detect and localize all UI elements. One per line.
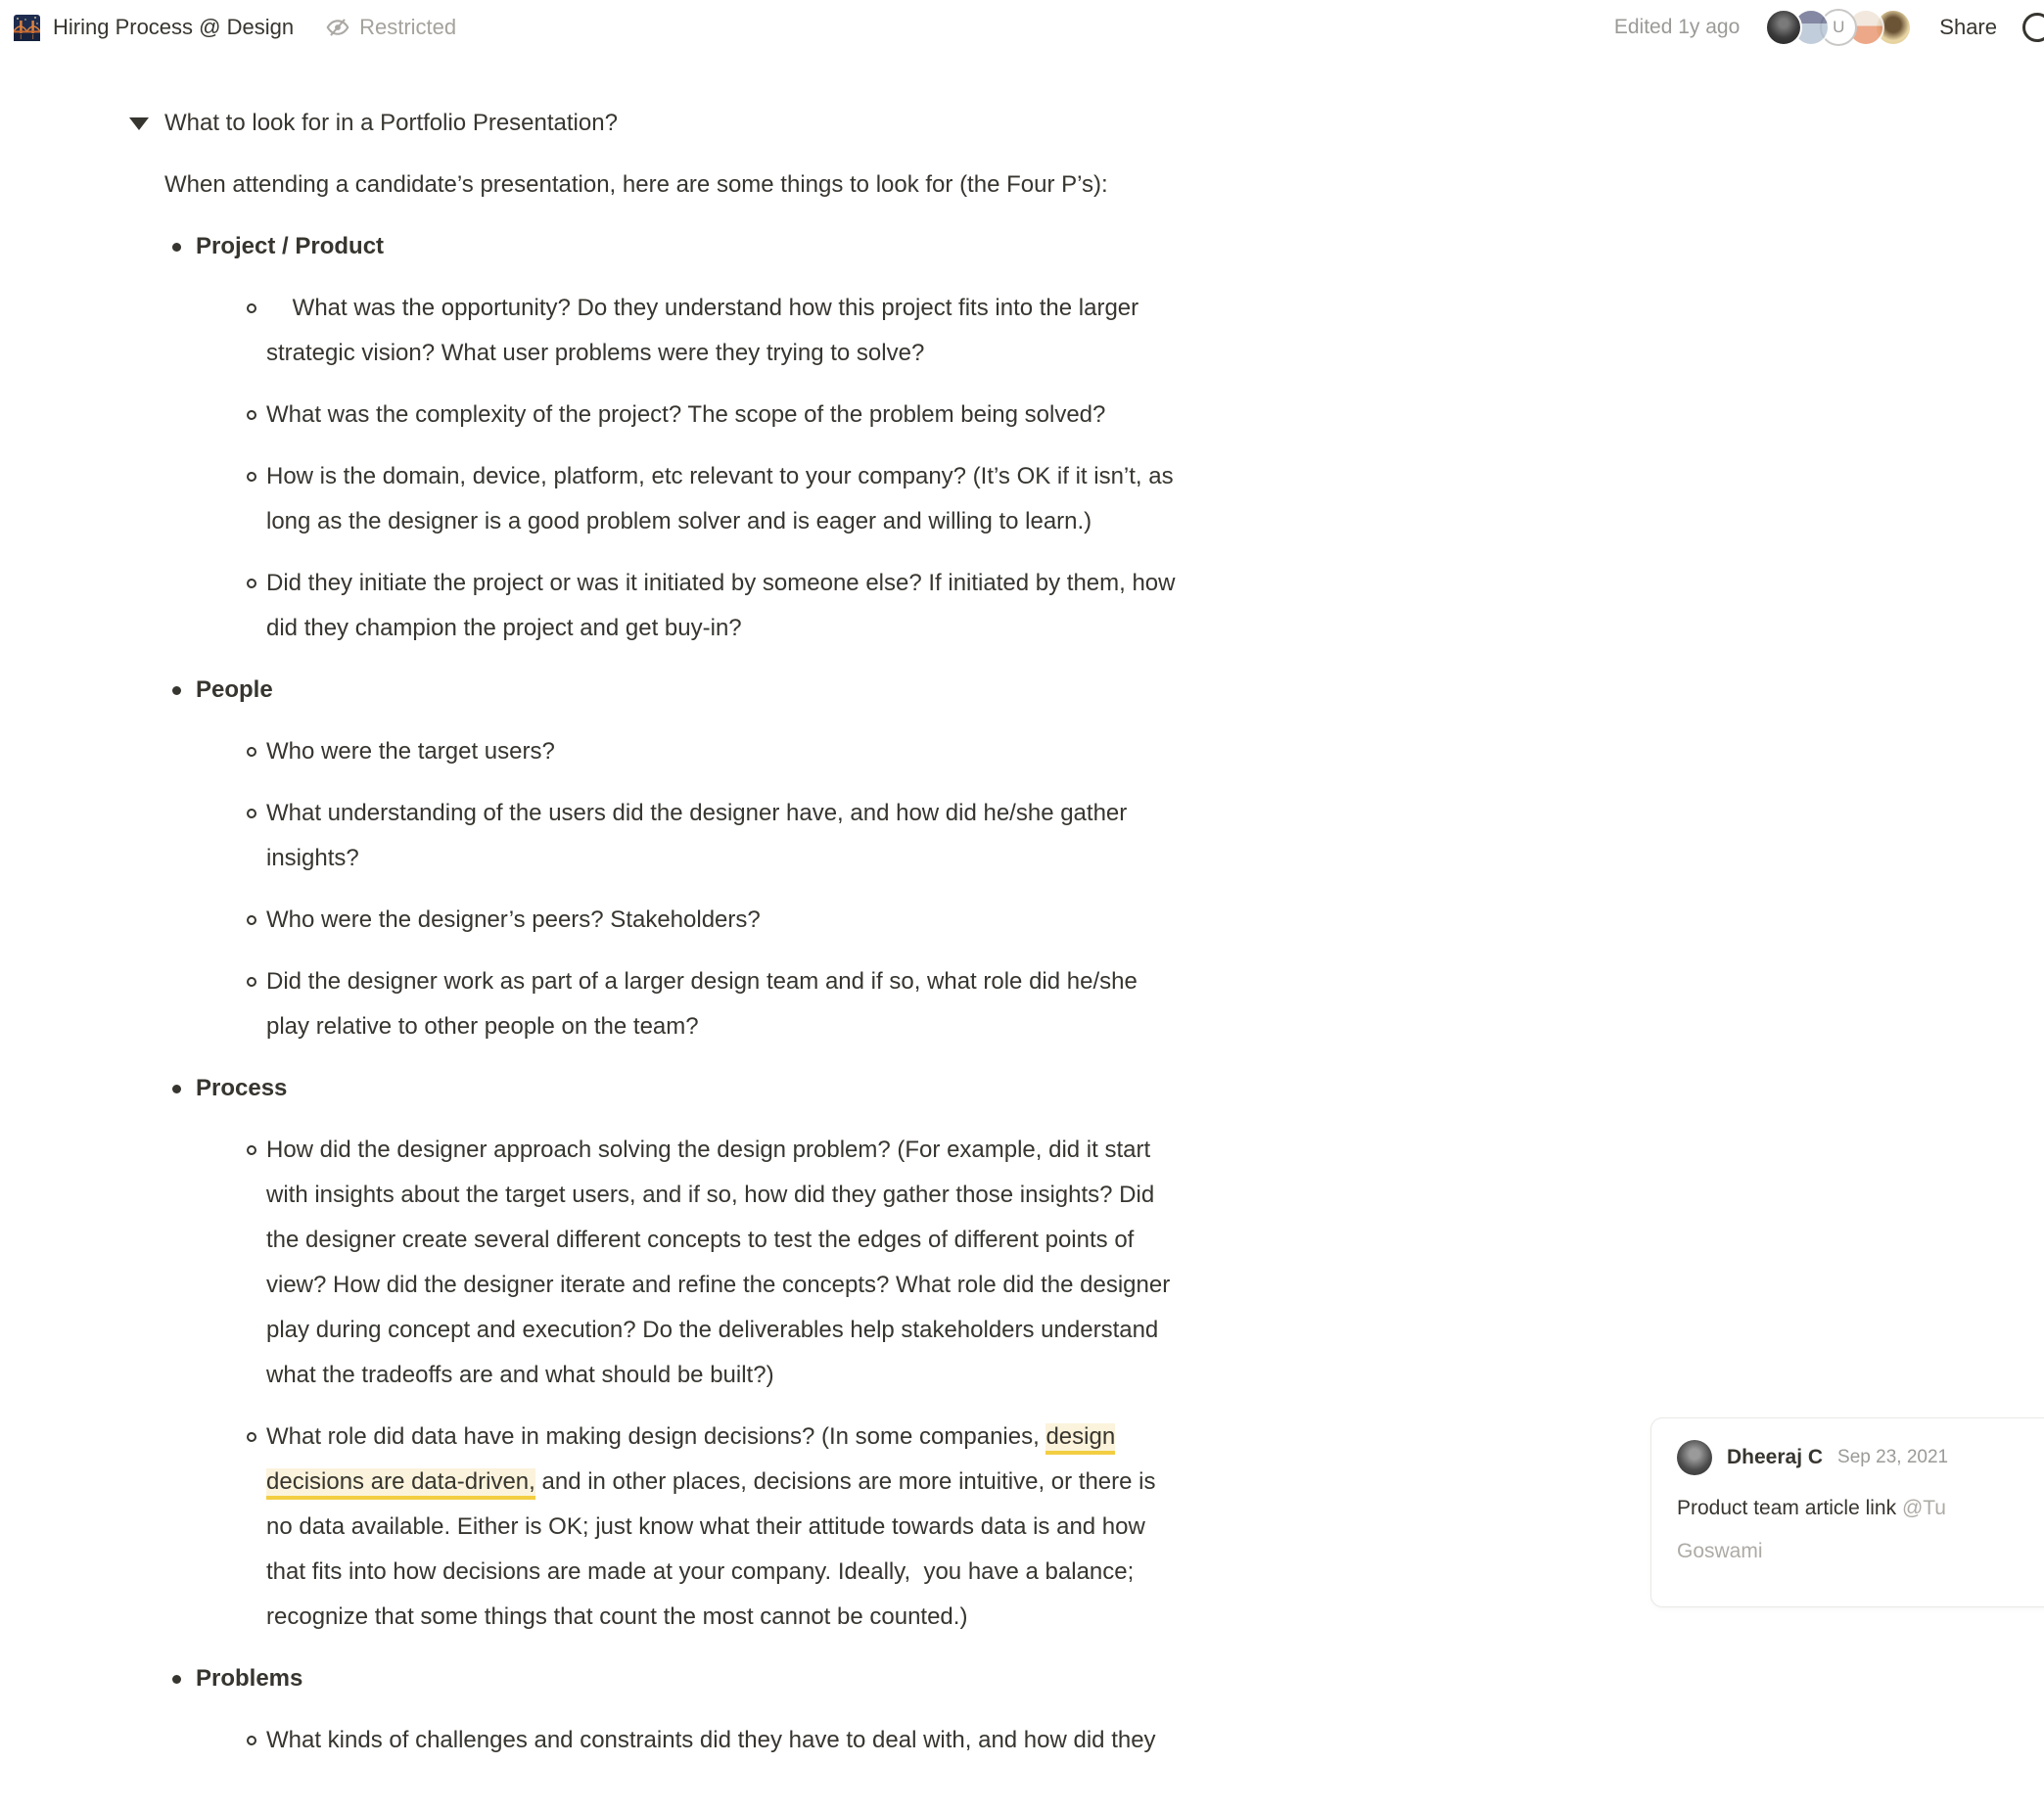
circle-bullet-icon: [247, 472, 256, 482]
sub-bullet-text: [266, 1718, 1177, 1763]
text-segment: What was the complexity of the project? The scope of the problem being solved?: [266, 401, 1106, 428]
text-segment: Did the designer work as part of a larger design team and if so, what role did he/she play relative to other people on the team?: [266, 968, 1138, 1040]
comment-highlight-text[interactable]: design decisions are data-driven,: [266, 1423, 1115, 1500]
sub-bullet-item: [0, 729, 2044, 774]
text-segment: Who were the target users?: [266, 738, 555, 765]
text-segment: How is the domain, device, platform, etc relevant to your company? (It’s OK if it isn’t, as long as the designer is a good problem solver and is eager and willing to learn.): [266, 463, 1174, 534]
avatar-initial: U: [1833, 18, 1845, 36]
sub-bullet-text: [266, 454, 1177, 544]
sub-bullet-text: [266, 286, 1177, 376]
disc-bullet-icon: [172, 1085, 181, 1093]
sub-bullet-text: [266, 561, 1177, 651]
comment-text-line: [1677, 1487, 2044, 1530]
bullet-item: [0, 1066, 2044, 1111]
disc-bullet-icon: [172, 243, 181, 252]
circle-bullet-icon: [247, 1432, 256, 1442]
text-segment: How did the designer approach solving the design problem? (For example, did it start with insights about the target users, and if so, how did they gather those insights? Did the designer create several different concepts to test the edges of different points of view? How did the designer iterate and refine the concepts? What role did the designer play during concept and execution? Do the deliverables help stakeholders understand what the tradeoffs are and what should be built?): [266, 1137, 1171, 1388]
intro-paragraph: When attending a candidate’s presentation, here are some things to look for (the Four P’s):: [164, 171, 1108, 198]
text-segment: and in other places, decisions are more intuitive, or there is no data available. Either is OK; just know what their attitude towards data is and how that fits into how decisions are made at your company. Ideally, you have a balance; recognize that some things that count the most cannot be counted.): [266, 1468, 1156, 1630]
sub-bullet-text: [266, 729, 1177, 774]
circle-bullet-icon: [247, 809, 256, 818]
circle-bullet-icon: [247, 410, 256, 420]
comment-author-name: Dheeraj C: [1727, 1446, 1824, 1468]
text-segment: What understanding of the users did the designer have, and how did he/she gather insights?: [266, 800, 1128, 871]
breadcrumb[interactable]: [14, 15, 294, 41]
comment-text: [1677, 1487, 2044, 1573]
edited-timestamp: Edited 1y ago: [1613, 16, 1741, 38]
circle-bullet-icon: [247, 1145, 256, 1155]
comment-card[interactable]: [1650, 1417, 2044, 1607]
sub-bullet-item: [0, 1718, 2044, 1763]
comment-author-avatar: [1677, 1440, 1712, 1475]
sub-bullet-item: [0, 286, 2044, 376]
bullet-item: [0, 1656, 2044, 1701]
bullet-item: [0, 224, 2044, 269]
sub-bullet-text: [266, 1415, 1177, 1640]
comment-text-line: [1677, 1530, 2044, 1573]
comment-date: Sep 23, 2021: [1837, 1447, 1949, 1467]
topbar-actions: [1614, 9, 2028, 46]
circle-bullet-icon: [247, 303, 256, 313]
sub-bullet-text: [266, 959, 1177, 1049]
sub-bullet-item: [0, 959, 2044, 1049]
sub-bullet-item: [0, 393, 2044, 438]
avatar-stack[interactable]: [1765, 9, 1912, 46]
sub-bullet-item: [0, 1128, 2044, 1398]
sub-bullet-item: [0, 561, 2044, 651]
disc-bullet-icon: [172, 1675, 181, 1684]
toggle-heading: What to look for in a Portfolio Presentation?: [164, 110, 618, 136]
text-segment: What role did data have in making design decisions? (In some companies,: [266, 1423, 1046, 1450]
toggle-block: [0, 101, 2044, 146]
bullet-title: People: [196, 676, 273, 703]
sub-bullet-text: [266, 393, 1177, 438]
topbar: [0, 0, 2044, 55]
circle-bullet-icon: [247, 977, 256, 987]
sub-bullet-text: [266, 791, 1177, 881]
disc-bullet-icon: [172, 686, 181, 695]
circle-bullet-icon: [247, 915, 256, 925]
sub-bullet-text: [266, 898, 1177, 943]
bullet-item: [0, 668, 2044, 713]
sub-bullet-item: [0, 454, 2044, 544]
comments-icon[interactable]: [2022, 13, 2044, 42]
comment-header: [1677, 1440, 2044, 1475]
bullet-title: Project / Product: [196, 233, 385, 259]
text-segment: Product team article link: [1677, 1497, 1902, 1519]
bullet-title: Problems: [196, 1665, 303, 1692]
text-segment: What kinds of challenges and constraints did they have to deal with, and how did they: [266, 1727, 1156, 1753]
page-title[interactable]: Hiring Process @ Design: [53, 15, 295, 39]
sub-bullet-text: [266, 1128, 1177, 1398]
circle-bullet-icon: [247, 1736, 256, 1745]
restricted-label: Restricted: [359, 15, 457, 39]
sub-bullet-item: [0, 791, 2044, 881]
bullet-title: Process: [196, 1075, 288, 1101]
eye-off-icon: [325, 15, 350, 40]
text-segment: What was the opportunity? Do they understand how this project fits into the larger strategic vision? What user problems were they trying to solve?: [266, 295, 1139, 366]
user-mention[interactable]: Goswami: [1677, 1540, 1763, 1562]
text-segment: Did they initiate the project or was it initiated by someone else? If initiated by them, how did they champion the project and get buy-in?: [266, 570, 1176, 641]
circle-bullet-icon: [247, 747, 256, 757]
circle-bullet-icon: [247, 579, 256, 588]
share-button[interactable]: Share: [1939, 15, 1997, 39]
user-mention[interactable]: @Tu: [1901, 1497, 1946, 1519]
sub-bullet-item: [0, 898, 2044, 943]
page-icon-bridge: [14, 15, 40, 41]
toggle-chevron-icon[interactable]: [129, 117, 149, 130]
text-segment: Who were the designer’s peers? Stakeholders?: [266, 906, 761, 933]
restricted-badge[interactable]: [325, 15, 456, 40]
